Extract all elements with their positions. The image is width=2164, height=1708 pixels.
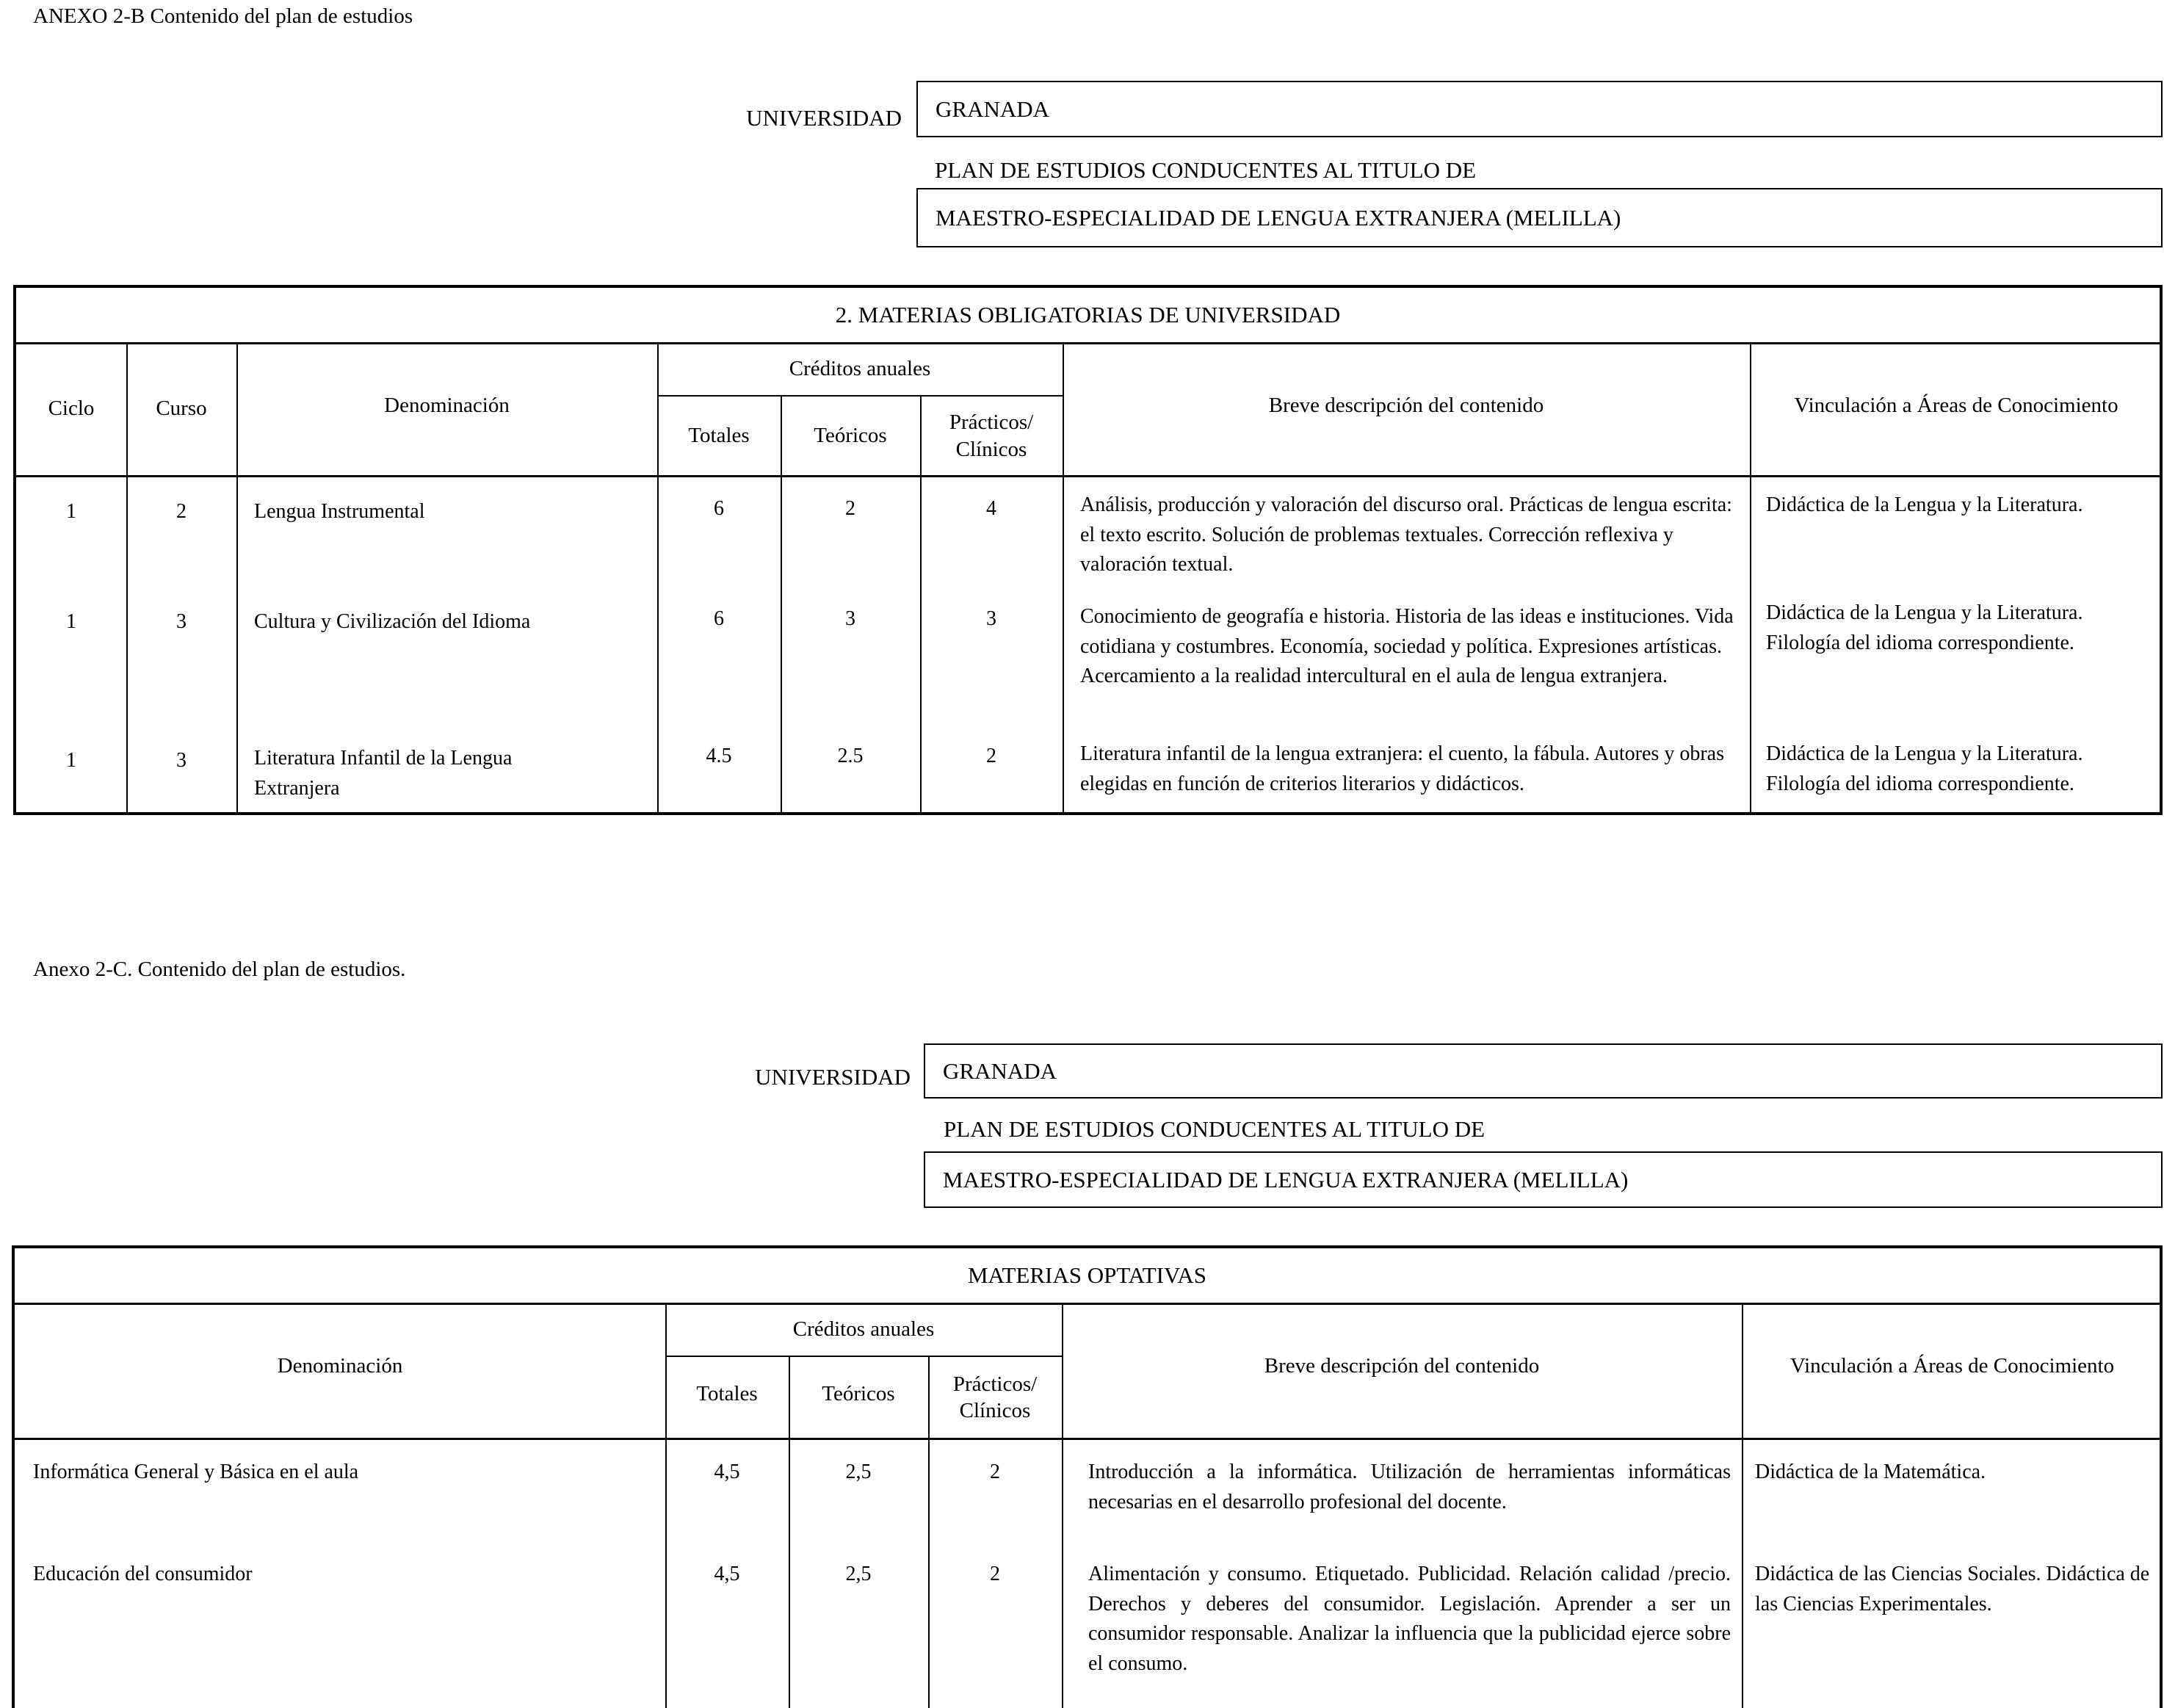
annex-b-heading: ANEXO 2-B Contenido del plan de estudios (33, 4, 413, 28)
row2-denominacion: Cultura y Civilización del Idioma (254, 610, 531, 633)
row1-practicos-c: 2 (990, 1461, 1000, 1483)
degree-value-c: MAESTRO-ESPECIALIDAD DE LENGUA EXTRANJERA (MELILLA) (943, 1166, 1629, 1193)
row1-practicos: 4 (986, 497, 996, 520)
row2-descripcion-c: Alimentación y consumo. Etiquetado. Publicidad. Relación calidad /precio. Derechos y deberes del consumidor. Legislación. Aprender a ser un consumidor responsable. Analizar la influencia que la publicidad ejerce sobre el consumo. (1088, 1563, 1731, 1675)
row1-teoricos: 2 (845, 497, 855, 520)
plan-label-c: PLAN DE ESTUDIOS CONDUCENTES AL TITULO DE (944, 1116, 1486, 1142)
row3-teoricos: 2.5 (837, 745, 864, 767)
row3-curso: 3 (176, 749, 187, 772)
row3-denominacion: Literatura Infantil de la Lengua Extranjera (254, 747, 513, 800)
col-denominacion: Denominación (384, 393, 510, 417)
col-descripcion: Breve descripción del contenido (1268, 393, 1544, 417)
row2-practicos-c: 2 (990, 1563, 1000, 1585)
row3-ciclo: 1 (66, 749, 76, 772)
row1-totales-c: 4,5 (714, 1461, 740, 1483)
col-totales-c: Totales (696, 1381, 758, 1405)
row3-vinculacion: Didáctica de la Lengua y la Literatura. Filología del idioma correspondiente. (1766, 742, 2083, 795)
row2-teoricos-c: 2,5 (845, 1563, 872, 1585)
row2-ciclo: 1 (66, 610, 76, 633)
university-value: GRANADA (936, 95, 1049, 122)
optional-subjects-table (12, 1245, 2163, 1708)
degree-field (916, 188, 2163, 247)
row1-ciclo: 1 (66, 500, 76, 523)
col-creditos-c: Créditos anuales (792, 1317, 935, 1341)
row2-vinculacion-c: Didáctica de las Ciencias Sociales. Didáctica de las Ciencias Experimentales. (1755, 1563, 2150, 1615)
col-teoricos-c: Teóricos (822, 1381, 895, 1405)
row1-descripcion: Análisis, producción y valoración del discurso oral. Prácticas de lengua escrita: el texto escrito. Solución de problemas textuales. Corrección reflexiva y valoración textual. (1080, 493, 1732, 576)
col-teoricos: Teóricos (814, 424, 887, 448)
university-value-c: GRANADA (943, 1057, 1057, 1084)
row1-descripcion-c: Introducción a la informática. Utilización de herramientas informáticas necesarias en el desarrollo profesional del docente. (1088, 1461, 1731, 1513)
col-practicos: Prácticos/ Clínicos (949, 410, 1034, 461)
row2-totales-c: 4,5 (714, 1563, 740, 1585)
row1-teoricos-c: 2,5 (845, 1461, 872, 1483)
required-subjects-table (13, 285, 2163, 815)
university-label: UNIVERSIDAD (746, 105, 902, 131)
row1-denominacion: Lengua Instrumental (254, 500, 425, 523)
university-field-c (924, 1043, 2163, 1099)
col-practicos-c: Prácticos/ Clínicos (952, 1372, 1038, 1422)
university-field (916, 81, 2163, 137)
col-ciclo: Ciclo (48, 397, 95, 421)
row1-vinculacion: Didáctica de la Lengua y la Literatura. (1766, 493, 2083, 516)
row1-vinculacion-c: Didáctica de la Matemática. (1755, 1461, 1986, 1483)
col-vinculacion-c: Vinculación a Áreas de Conocimiento (1790, 1353, 2115, 1378)
row3-totales: 4.5 (706, 745, 732, 767)
annex-c-heading: Anexo 2-C. Contenido del plan de estudios. (33, 958, 406, 981)
row1-curso: 2 (176, 500, 187, 523)
table-title: 2. MATERIAS OBLIGATORIAS DE UNIVERSIDAD (16, 288, 2160, 344)
university-label-c: UNIVERSIDAD (755, 1064, 911, 1090)
row2-totales: 6 (714, 607, 724, 630)
row3-practicos: 2 (986, 745, 996, 767)
col-descripcion-c: Breve descripción del contenido (1264, 1353, 1540, 1378)
table-title-c: MATERIAS OPTATIVAS (15, 1248, 2160, 1305)
col-creditos: Créditos anuales (789, 356, 931, 380)
row2-practicos: 3 (986, 607, 996, 630)
row1-totales: 6 (714, 497, 724, 520)
degree-field-c (924, 1151, 2163, 1208)
col-vinculacion: Vinculación a Áreas de Conocimiento (1794, 393, 2118, 417)
row2-teoricos: 3 (845, 607, 855, 630)
col-curso: Curso (156, 397, 207, 421)
row2-vinculacion: Didáctica de la Lengua y la Literatura. Filología del idioma correspondiente. (1766, 601, 2083, 654)
degree-value: MAESTRO-ESPECIALIDAD DE LENGUA EXTRANJERA (MELILLA) (936, 204, 1621, 231)
col-totales: Totales (688, 424, 750, 448)
row1-denominacion-c: Informática General y Básica en el aula (33, 1461, 359, 1483)
row2-descripcion: Conocimiento de geografía e historia. Historia de las ideas e instituciones. Vida cotidiana y costumbres. Economía, sociedad y política. Expresiones artísticas. Acercamiento a la realidad intercultural en el aula de lengua extranjera. (1080, 605, 1734, 688)
col-denominacion-c: Denominación (277, 1353, 403, 1378)
row3-descripcion: Literatura infantil de la lengua extranjera: el cuento, la fábula. Autores y obras elegidas en función de criterios literarios y didácticos. (1080, 742, 1724, 795)
row2-denominacion-c: Educación del consumidor (33, 1563, 253, 1585)
plan-label: PLAN DE ESTUDIOS CONDUCENTES AL TITULO DE (935, 157, 1477, 183)
row2-curso: 3 (176, 610, 187, 633)
